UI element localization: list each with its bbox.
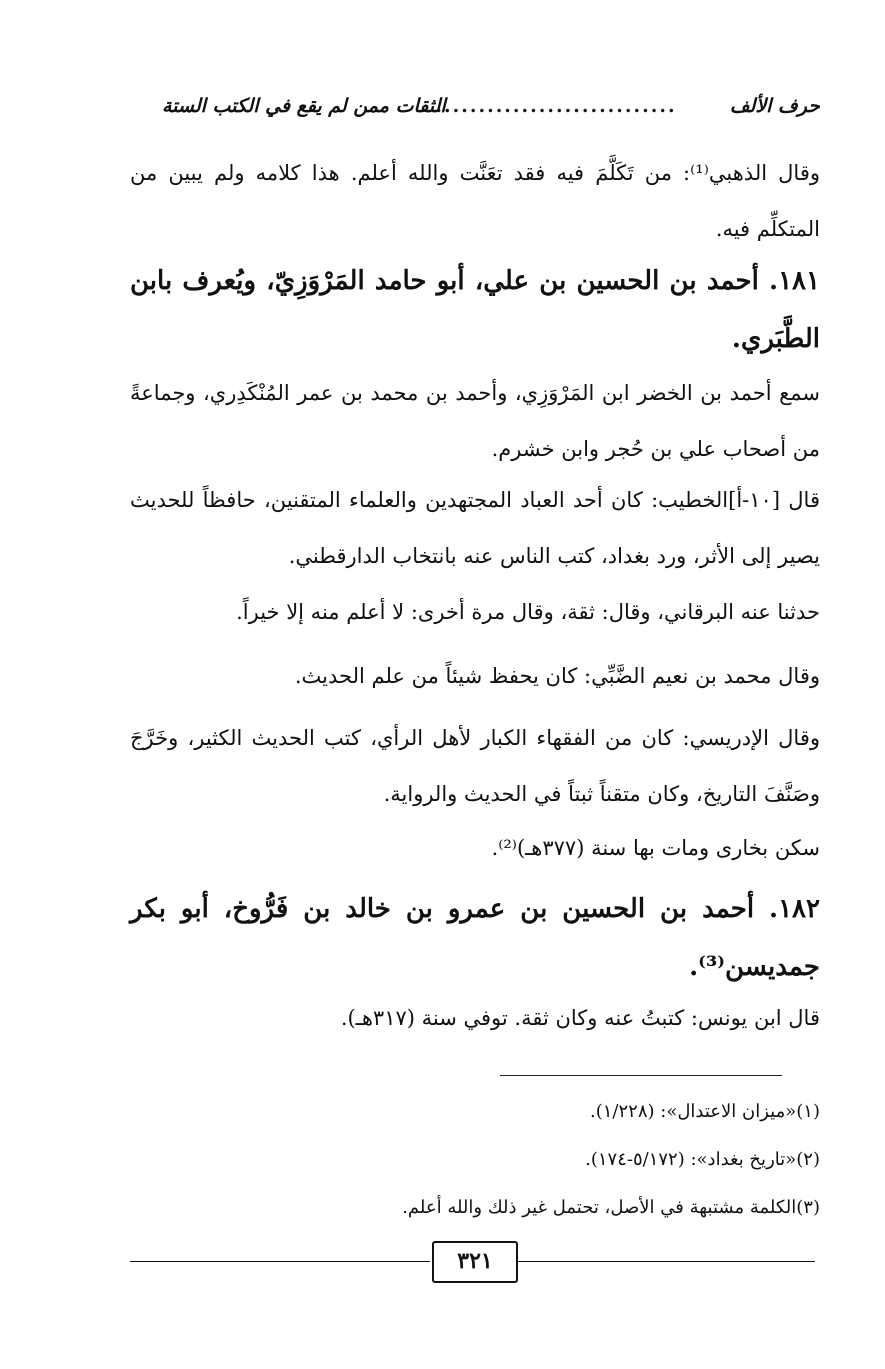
paragraph-dabbi: وقال محمد بن نعيم الضَّبِّي: كان يحفظ شيئاً من علم الحديث.: [294, 664, 820, 688]
footer-rule-right: [515, 1261, 815, 1262]
paragraph-idrisi: وقال الإدريسي: كان من الفقهاء الكبار لأهل الرأي، كتب الحديث الكثير، وخَرَّجَ وصَنَّفَ التاريخ، وكان متقناً ثبتاً في الحديث والرواية.: [130, 726, 820, 806]
header-leader-dots: ............................: [435, 95, 677, 117]
paragraph-dhahabi: وقال الذهبي⁽¹⁾: من تَكَلَّمَ فيه فقد تعَنَّت والله أعلم. هذا كلامه ولم يبين من المتكلِّم فيه.: [130, 161, 821, 241]
header-chapter-title: حرف الألف: [729, 95, 820, 117]
footnote-2: (٢)«تاريخ بغداد»: (٥/١٧٢-١٧٤).: [585, 1149, 820, 1170]
running-header: [140, 86, 820, 126]
paragraph-khatib: قال [١٠-أ]الخطيب: كان أحد العباد المجتهدين والعلماء المتقنين، حافظاً للحديث يصير إلى الأثر، ورد بغداد، كتب الناس عنه بانتخاب الدارقطني.: [130, 488, 820, 568]
paragraph-ibn-yunus: قال ابن يونس: كتبتُ عنه وكان ثقة. توفي سنة (٣١٧هـ).: [340, 1006, 820, 1030]
footnote-1: (١)«ميزان الاعتدال»: (١/٢٢٨).: [590, 1101, 820, 1122]
header-book-title: الثقات ممن لم يقع في الكتب الستة: [162, 95, 446, 117]
paragraph-heard-from: سمع أحمد بن الخضر ابن المَرْوَزِي، وأحمد بن محمد بن عمر المُنْكَدِري، وجماعةً من أصحاب علي بن حُجر وابن خشرم.: [130, 381, 820, 461]
paragraph-death: سكن بخارى ومات بها سنة (٣٧٧هـ)⁽²⁾.: [491, 836, 820, 860]
entry-181-heading: ١٨١. أحمد بن الحسين بن علي، أبو حامد المَرْوَزِيّ، ويُعرف بابن الطَّبَري.: [130, 266, 820, 354]
entry-182-heading: ١٨٢. أحمد بن الحسين بن عمرو بن خالد بن فَرُّوخ، أبو بكر جمديسن⁽³⁾.: [130, 894, 820, 982]
page-number: ٣٢١: [432, 1241, 518, 1283]
footnote-3: (٣)الكلمة مشتبهة في الأصل، تحتمل غير ذلك والله أعلم.: [402, 1197, 820, 1218]
footer-rule-left: [130, 1261, 430, 1262]
footnote-separator: [500, 1075, 782, 1076]
paragraph-barqani: حدثنا عنه البرقاني، وقال: ثقة، وقال مرة أخرى: لا أعلم منه إلا خيراً.: [236, 600, 820, 624]
